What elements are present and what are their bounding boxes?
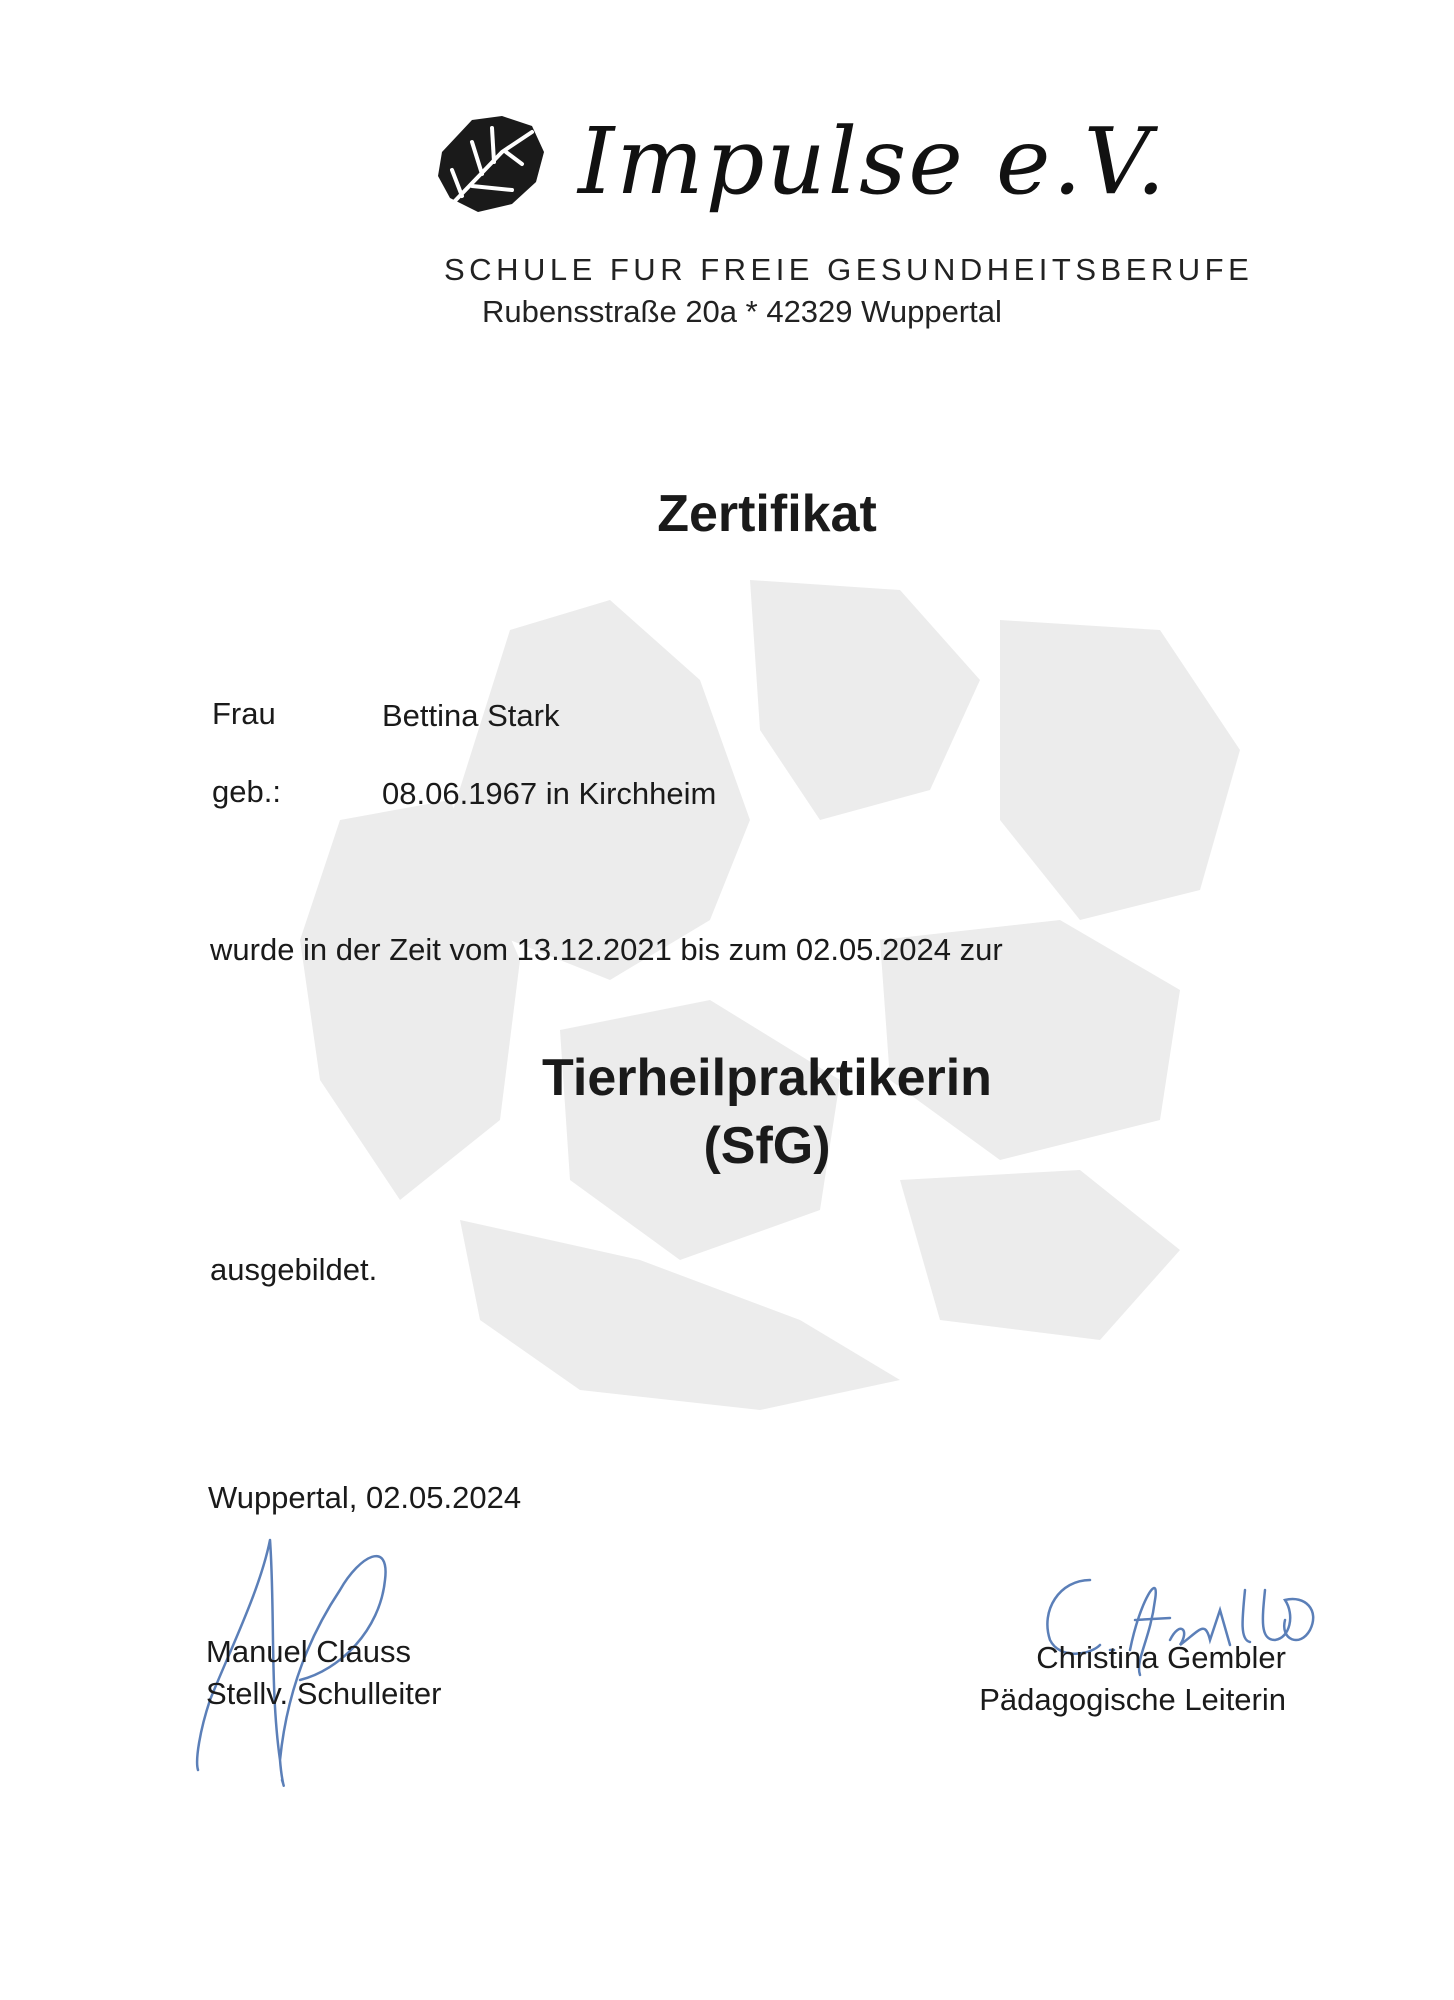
signatory-right-role: Pädagogische Leiterin bbox=[979, 1682, 1286, 1717]
birth-value: 08.06.1967 in Kirchheim bbox=[382, 776, 717, 811]
qualification-suffix: (SfG) bbox=[703, 1117, 831, 1175]
place-date: Wuppertal, 02.05.2024 bbox=[208, 1480, 522, 1515]
salutation-label: Frau bbox=[212, 696, 276, 731]
birth-label: geb.: bbox=[212, 774, 281, 809]
signatory-left-name: Manuel Clauss bbox=[206, 1634, 412, 1669]
logo-wordmark: Impulse e.V. bbox=[578, 108, 1168, 215]
recipient-name: Bettina Stark bbox=[382, 698, 560, 733]
certificate-title: Zertifikat bbox=[657, 485, 877, 543]
qualification-title: Tierheilpraktikerin bbox=[542, 1049, 992, 1107]
signatory-left-role: Stellv. Schulleiter bbox=[206, 1676, 442, 1711]
leaf-logo-icon bbox=[432, 112, 550, 216]
closing-text: ausgebildet. bbox=[210, 1252, 378, 1287]
signatory-right-name: Christina Gembler bbox=[1036, 1640, 1286, 1675]
school-address: Rubensstraße 20a * 42329 Wuppertal bbox=[482, 294, 1002, 329]
school-subtitle: SCHULE FUR FREIE GESUNDHEITSBERUFE bbox=[444, 252, 1254, 287]
training-period: wurde in der Zeit vom 13.12.2021 bis zum 02.05.2024 zur bbox=[210, 932, 1003, 967]
leaf-watermark bbox=[280, 560, 1260, 1420]
